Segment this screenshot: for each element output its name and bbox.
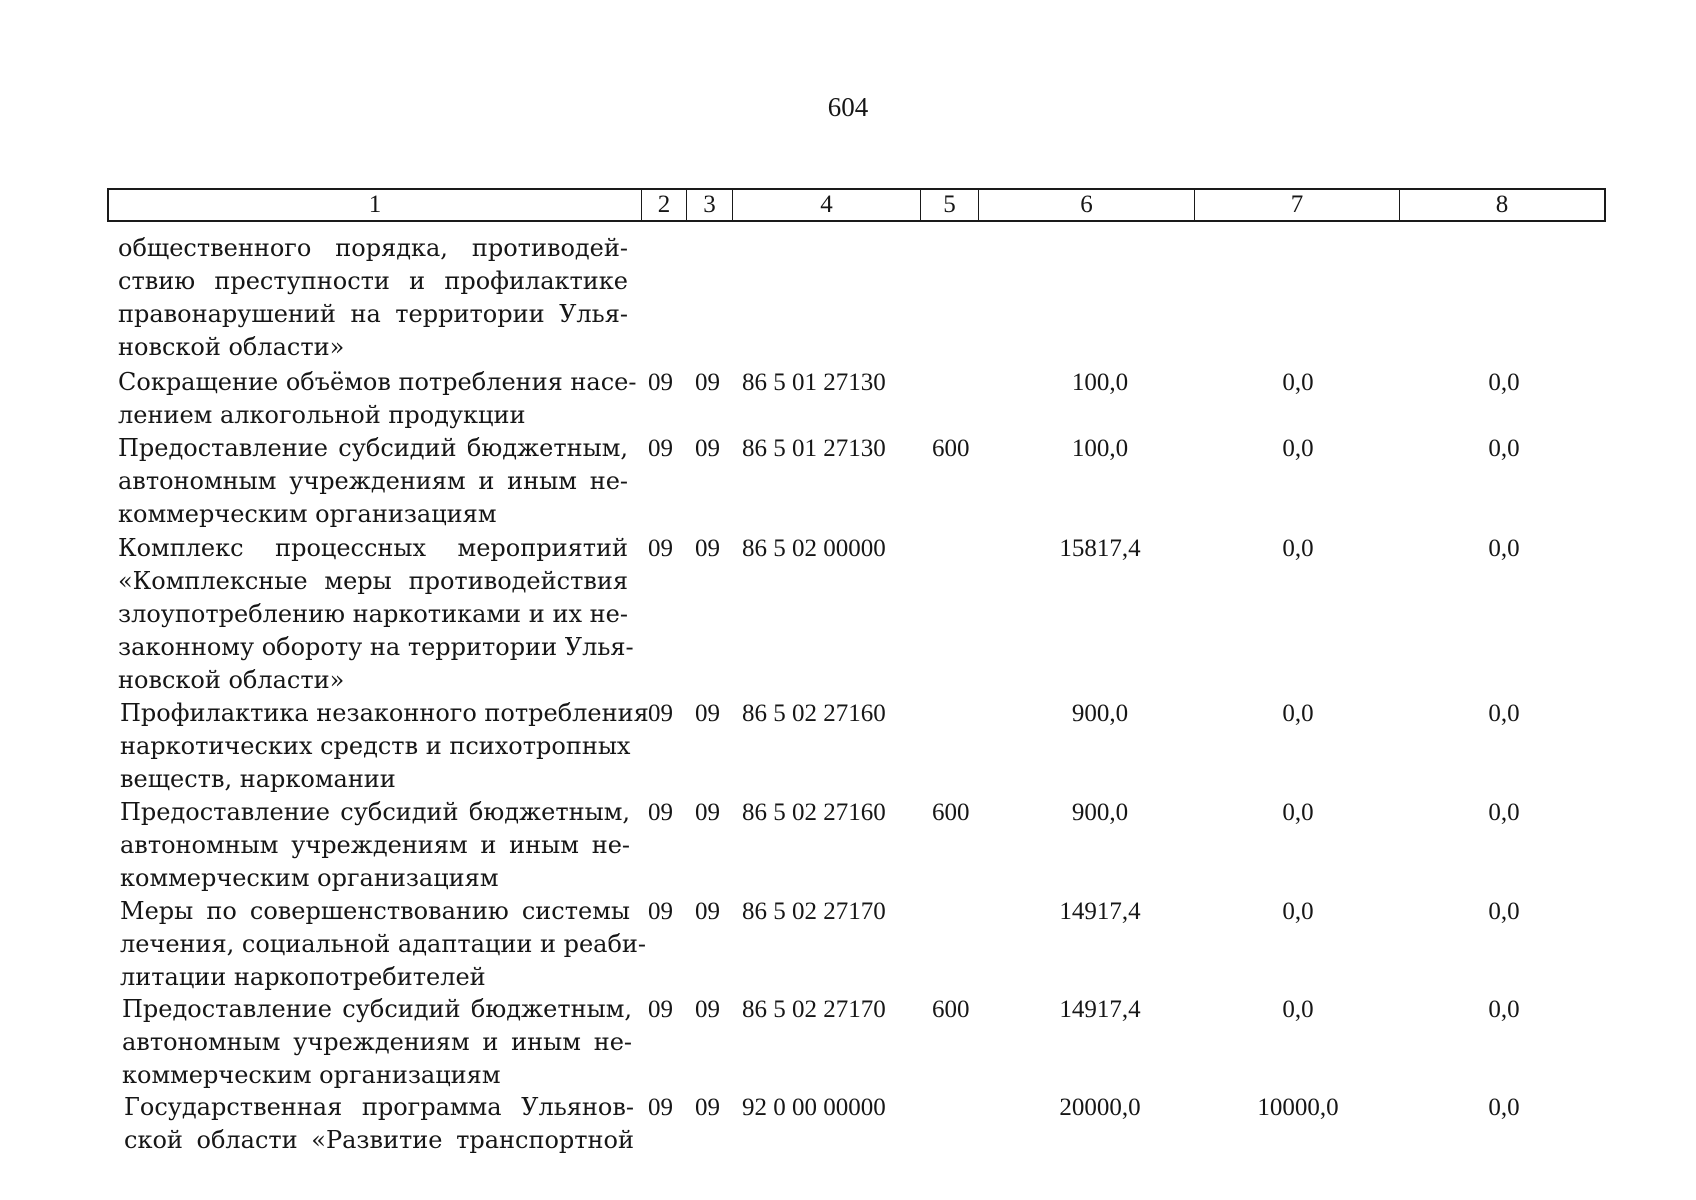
cell-col-8: 0,0 [1488,535,1520,562]
description-line: «Комплексные меры противодействия [118,567,628,595]
cell-col-7: 0,0 [1282,700,1314,727]
header-col-2: 2 [642,190,687,220]
cell-col-8: 0,0 [1488,898,1520,925]
header-col-7: 7 [1195,190,1400,220]
description-line: Предоставление субсидий бюджетным, [118,434,628,462]
cell-col-2: 09 [648,435,673,462]
cell-col-6: 14917,4 [1059,898,1141,925]
description-line: Профилактика незаконного потребления [120,699,649,727]
description-line: лением алкогольной продукции [118,401,526,429]
cell-col-6: 15817,4 [1059,535,1141,562]
cell-col-4: 86 5 02 27160 [742,700,886,727]
description-line: ствию преступности и профилактике [118,267,628,295]
cell-col-6: 100,0 [1071,435,1129,462]
description-line: литации наркопотребителей [120,963,486,991]
header-col-8: 8 [1495,191,1509,218]
cell-col-6: 900,0 [1071,799,1129,826]
row-description [120,796,630,895]
header-col-6: 6 [979,190,1195,220]
cell-col-7: 0,0 [1282,799,1314,826]
cell-col-3: 09 [695,369,720,396]
cell-col-3: 09 [695,799,720,826]
description-line: Предоставление субсидий бюджетным, [120,798,630,826]
cell-col-5: 600 [932,799,970,826]
cell-col-2: 09 [648,996,673,1023]
row-description [118,432,628,531]
row-description [120,895,647,994]
description-line: автономным учреждениям и иным не- [118,467,628,495]
cell-col-3: 09 [695,700,720,727]
description-line: общественного порядка, противодей- [118,234,628,262]
page-number: 604 [827,92,869,122]
description-line: злоупотреблению наркотиками и их не- [118,600,628,628]
cell-col-8: 0,0 [1488,700,1520,727]
cell-col-5: 600 [932,435,970,462]
description-line: законному обороту на территории Улья- [118,633,634,661]
cell-col-3: 09 [695,435,720,462]
cell-col-7: 0,0 [1282,898,1314,925]
cell-col-4: 86 5 02 27160 [742,799,886,826]
cell-col-4: 92 0 00 00000 [742,1094,886,1121]
cell-col-7: 0,0 [1282,435,1314,462]
description-line: Сокращение объёмов потребления насе- [118,368,637,396]
row-description [124,1091,634,1157]
cell-col-7: 0,0 [1282,369,1314,396]
row-description [118,366,637,432]
cell-col-3: 09 [695,996,720,1023]
cell-col-3: 09 [695,898,720,925]
cell-col-8: 0,0 [1488,799,1520,826]
cell-col-7: 10000,0 [1257,1094,1339,1121]
description-line: Предоставление субсидий бюджетным, [122,995,632,1023]
cell-col-4: 86 5 01 27130 [742,369,886,396]
cell-col-8: 0,0 [1488,996,1520,1023]
cell-col-2: 09 [648,799,673,826]
description-line: Государственная программа Ульянов- [124,1093,634,1121]
cell-col-6: 14917,4 [1059,996,1141,1023]
cell-col-4: 86 5 02 27170 [742,996,886,1023]
header-col-1: 1 [109,190,642,220]
cell-col-6: 100,0 [1071,369,1129,396]
cell-col-2: 09 [648,369,673,396]
description-line: Меры по совершенствованию системы [120,897,630,925]
description-line: коммерческим организациям [120,864,499,892]
description-line: автономным учреждениям и иным не- [122,1028,632,1056]
row-description [120,697,649,796]
cell-col-3: 09 [695,535,720,562]
description-line: новской области» [118,666,345,694]
cell-col-2: 09 [648,898,673,925]
cell-col-6: 20000,0 [1059,1094,1141,1121]
row-description [122,993,632,1092]
cell-col-8: 0,0 [1488,435,1520,462]
description-line: автономным учреждениям и иным не- [120,831,630,859]
cell-col-7: 0,0 [1282,996,1314,1023]
description-line: лечения, социальной адаптации и реаби- [120,930,647,958]
description-line: веществ, наркомании [120,765,396,793]
description-line: ской области «Развитие транспортной [124,1126,634,1154]
row-description [118,532,634,697]
cell-col-3: 09 [695,1094,720,1121]
cell-col-2: 09 [648,1094,673,1121]
header-col-5: 5 [921,190,979,220]
header-col-4: 4 [733,190,921,220]
row-description [118,232,628,364]
cell-col-4: 86 5 02 00000 [742,535,886,562]
description-line: наркотических средств и психотропных [120,732,631,760]
cell-col-8: 0,0 [1488,1094,1520,1121]
table-header [107,188,1606,222]
cell-col-2: 09 [648,535,673,562]
cell-col-8: 0,0 [1488,369,1520,396]
description-line: Комплекс процессных мероприятий [118,534,628,562]
header-col-3: 3 [687,190,733,220]
cell-col-5: 600 [932,996,970,1023]
description-line: правонарушений на территории Улья- [118,300,628,328]
cell-col-2: 09 [648,700,673,727]
cell-col-4: 86 5 01 27130 [742,435,886,462]
description-line: новской области» [118,333,345,361]
cell-col-4: 86 5 02 27170 [742,898,886,925]
cell-col-6: 900,0 [1071,700,1129,727]
description-line: коммерческим организациям [118,500,497,528]
cell-col-7: 0,0 [1282,535,1314,562]
description-line: коммерческим организациям [122,1061,501,1089]
